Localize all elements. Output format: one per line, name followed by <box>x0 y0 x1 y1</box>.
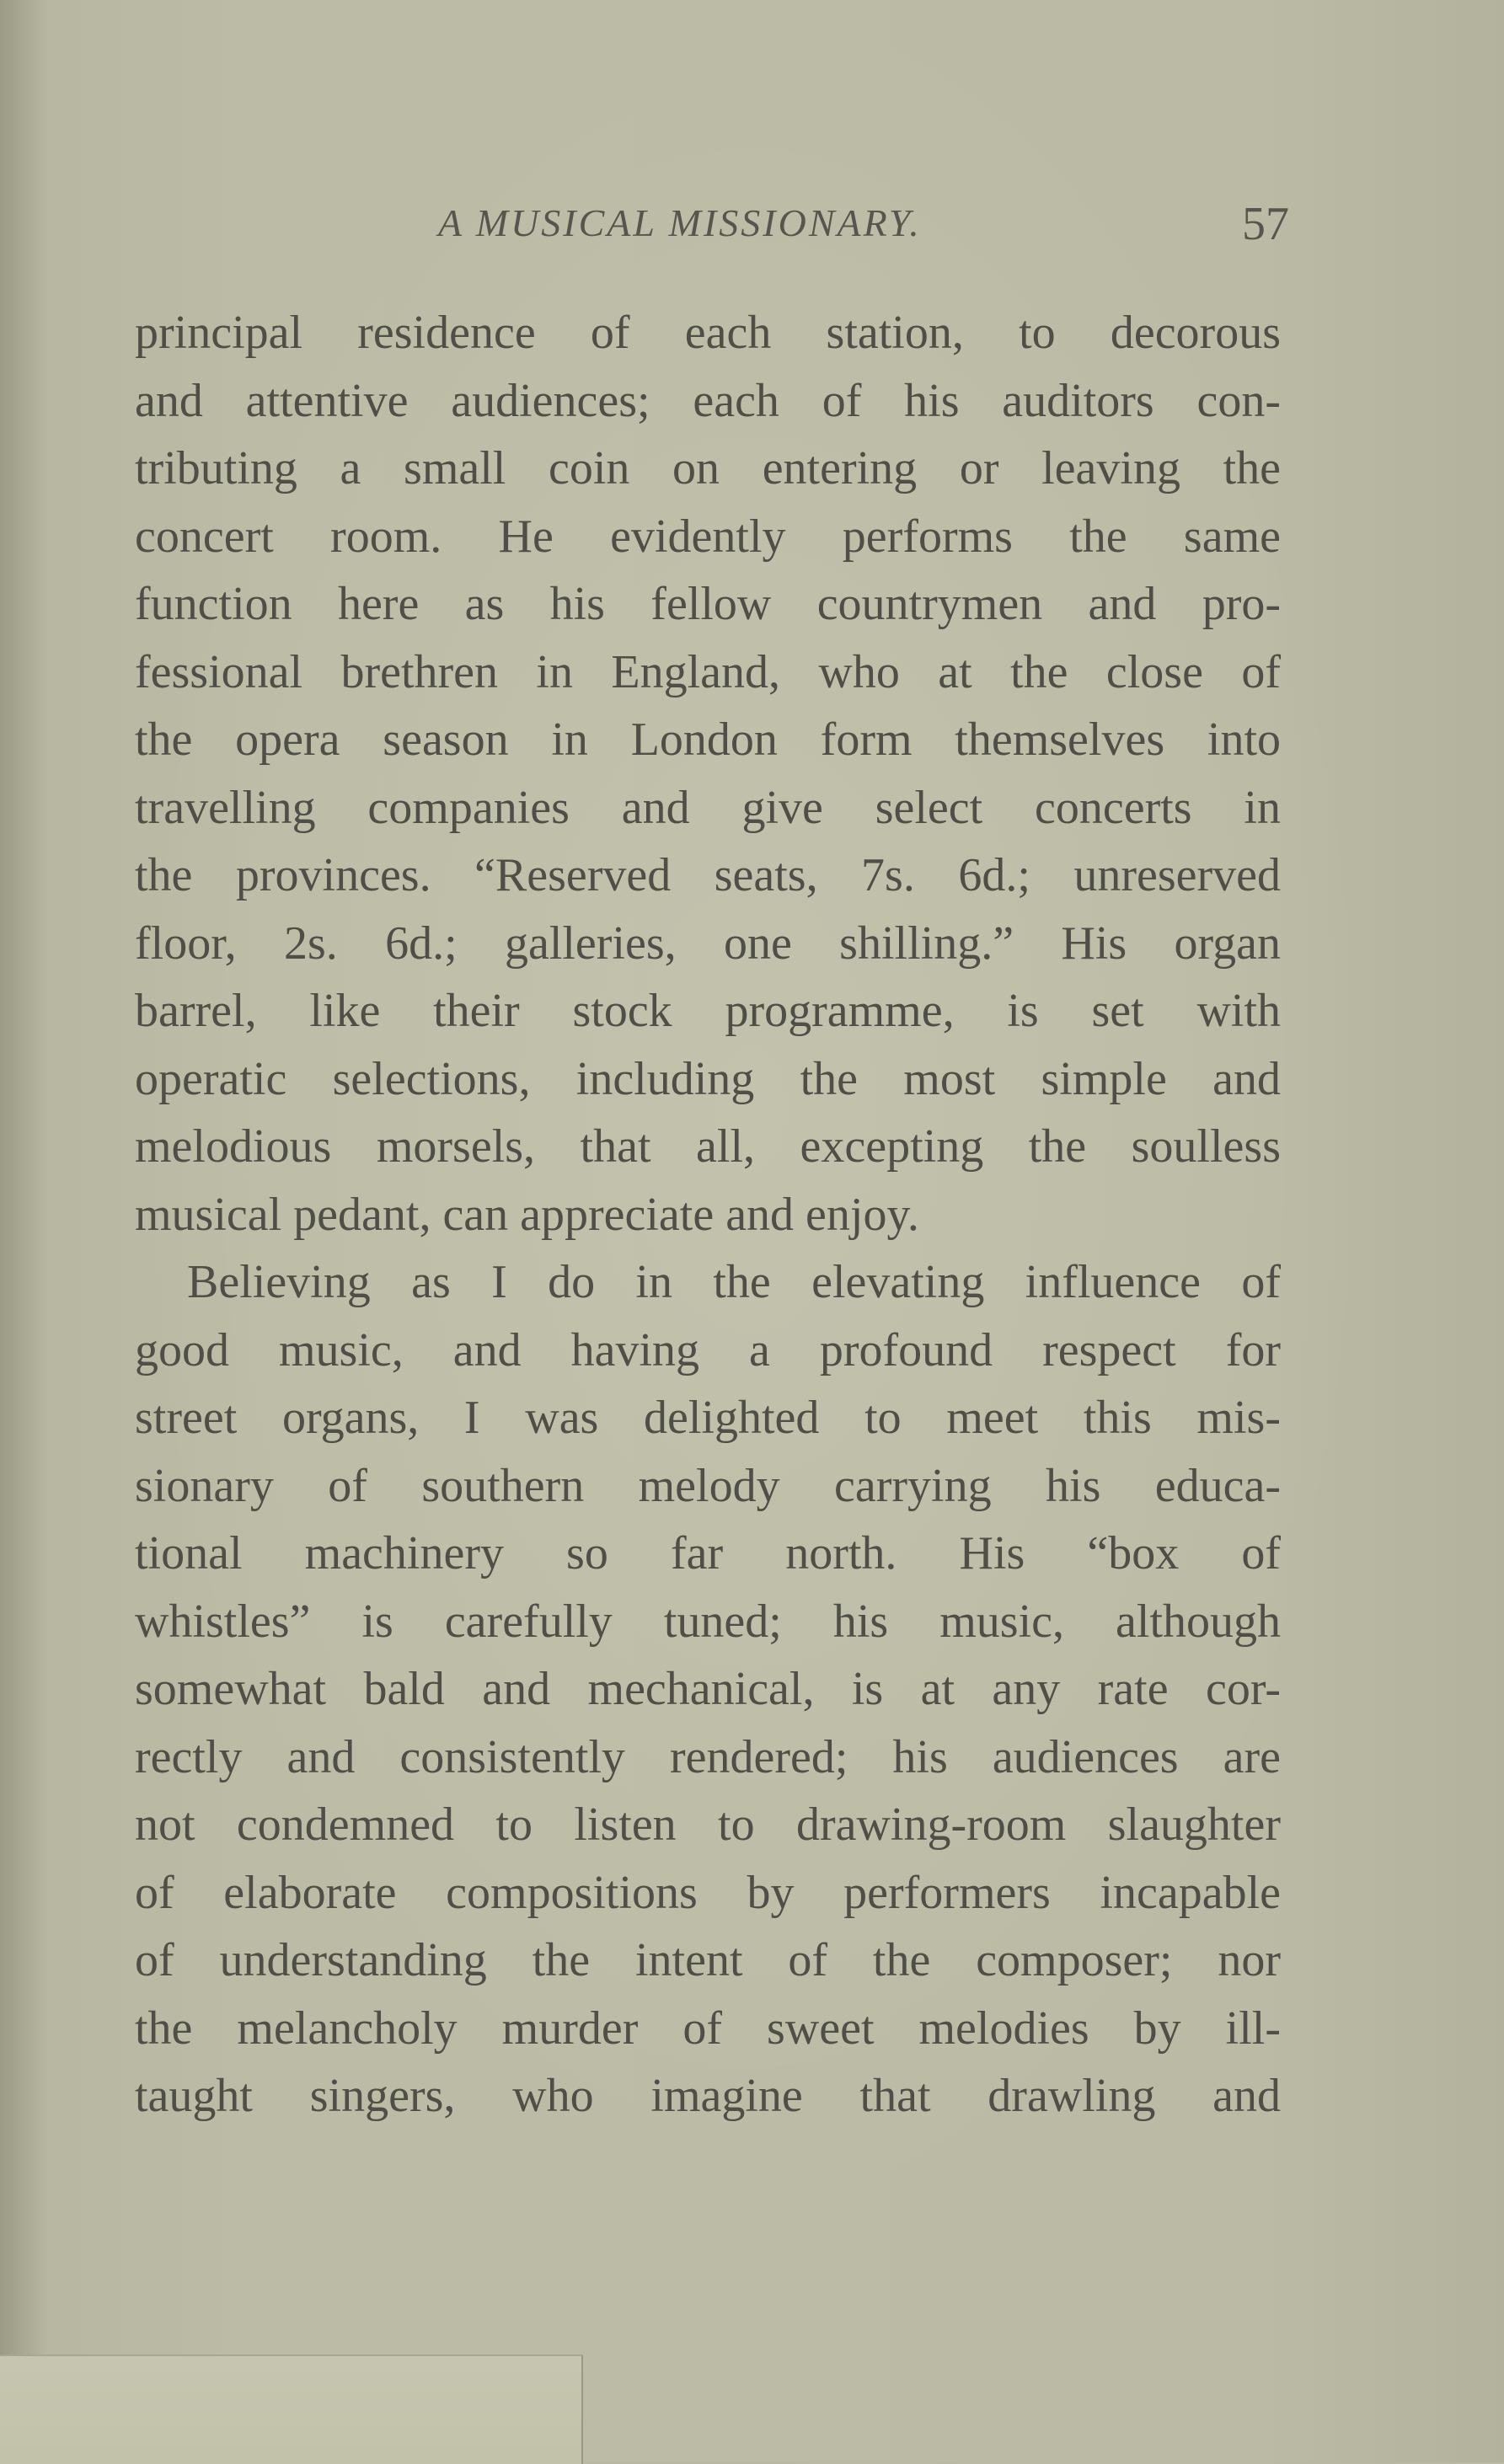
library-label-strip <box>0 2354 583 2464</box>
text-line: tional machinery so far north. His “box of <box>135 1527 1281 1579</box>
running-title: A MUSICAL MISSIONARY. <box>438 201 922 244</box>
text-line: principal residence of each station, to decorous <box>135 307 1281 359</box>
text-line: travelling companies and give select concerts in <box>135 781 1281 834</box>
text-line: somewhat bald and mechanical, is at any rate cor- <box>135 1663 1281 1715</box>
page-number: 57 <box>1242 198 1289 250</box>
text-line: tributing a small coin on entering or leaving the <box>135 442 1281 494</box>
text-line: rectly and consistently rendered; his audiences are <box>135 1730 1281 1783</box>
text-line: taught singers, who imagine that drawling and <box>135 2070 1281 2122</box>
text-line: function here as his fellow countrymen and pro- <box>135 578 1281 630</box>
text-line: sionary of southern melody carrying his educa- <box>135 1459 1281 1512</box>
body-text <box>135 299 1281 2130</box>
text-line: and attentive audiences; each of his auditors con- <box>135 374 1281 427</box>
text-line: the provinces. “Reserved seats, 7s. 6d.; unreserved <box>135 849 1281 901</box>
text-line: floor, 2s. 6d.; galleries, one shilling.” His organ <box>135 917 1281 970</box>
paragraph-end-line: musical pedant, can appreciate and enjoy. <box>135 1188 919 1241</box>
text-line: not condemned to listen to drawing-room slaughter <box>135 1799 1281 1851</box>
text-line: of elaborate compositions by performers incapable <box>135 1866 1281 1919</box>
spine-shadow <box>0 0 46 2462</box>
text-line: barrel, like their stock programme, is set with <box>135 985 1281 1037</box>
text-line: good music, and having a profound respect for <box>135 1323 1281 1376</box>
text-line: of understanding the intent of the composer; nor <box>135 1934 1281 1986</box>
page-header <box>135 200 1289 259</box>
text-line: fessional brethren in England, who at the close of <box>135 645 1281 698</box>
text-line: operatic selections, including the most simple and <box>135 1052 1281 1105</box>
text-line: whistles” is carefully tuned; his music, although <box>135 1595 1281 1648</box>
text-line: concert room. He evidently performs the same <box>135 510 1281 563</box>
paragraph-start-line: Believing as I do in the elevating influence of <box>187 1256 1281 1308</box>
text-line: the melancholy murder of sweet melodies by ill- <box>135 2002 1281 2055</box>
text-line: street organs, I was delighted to meet this mis- <box>135 1392 1281 1444</box>
text-line: the opera season in London form themselves into <box>135 714 1281 766</box>
text-line: melodious morsels, that all, excepting the soulless <box>135 1120 1281 1173</box>
